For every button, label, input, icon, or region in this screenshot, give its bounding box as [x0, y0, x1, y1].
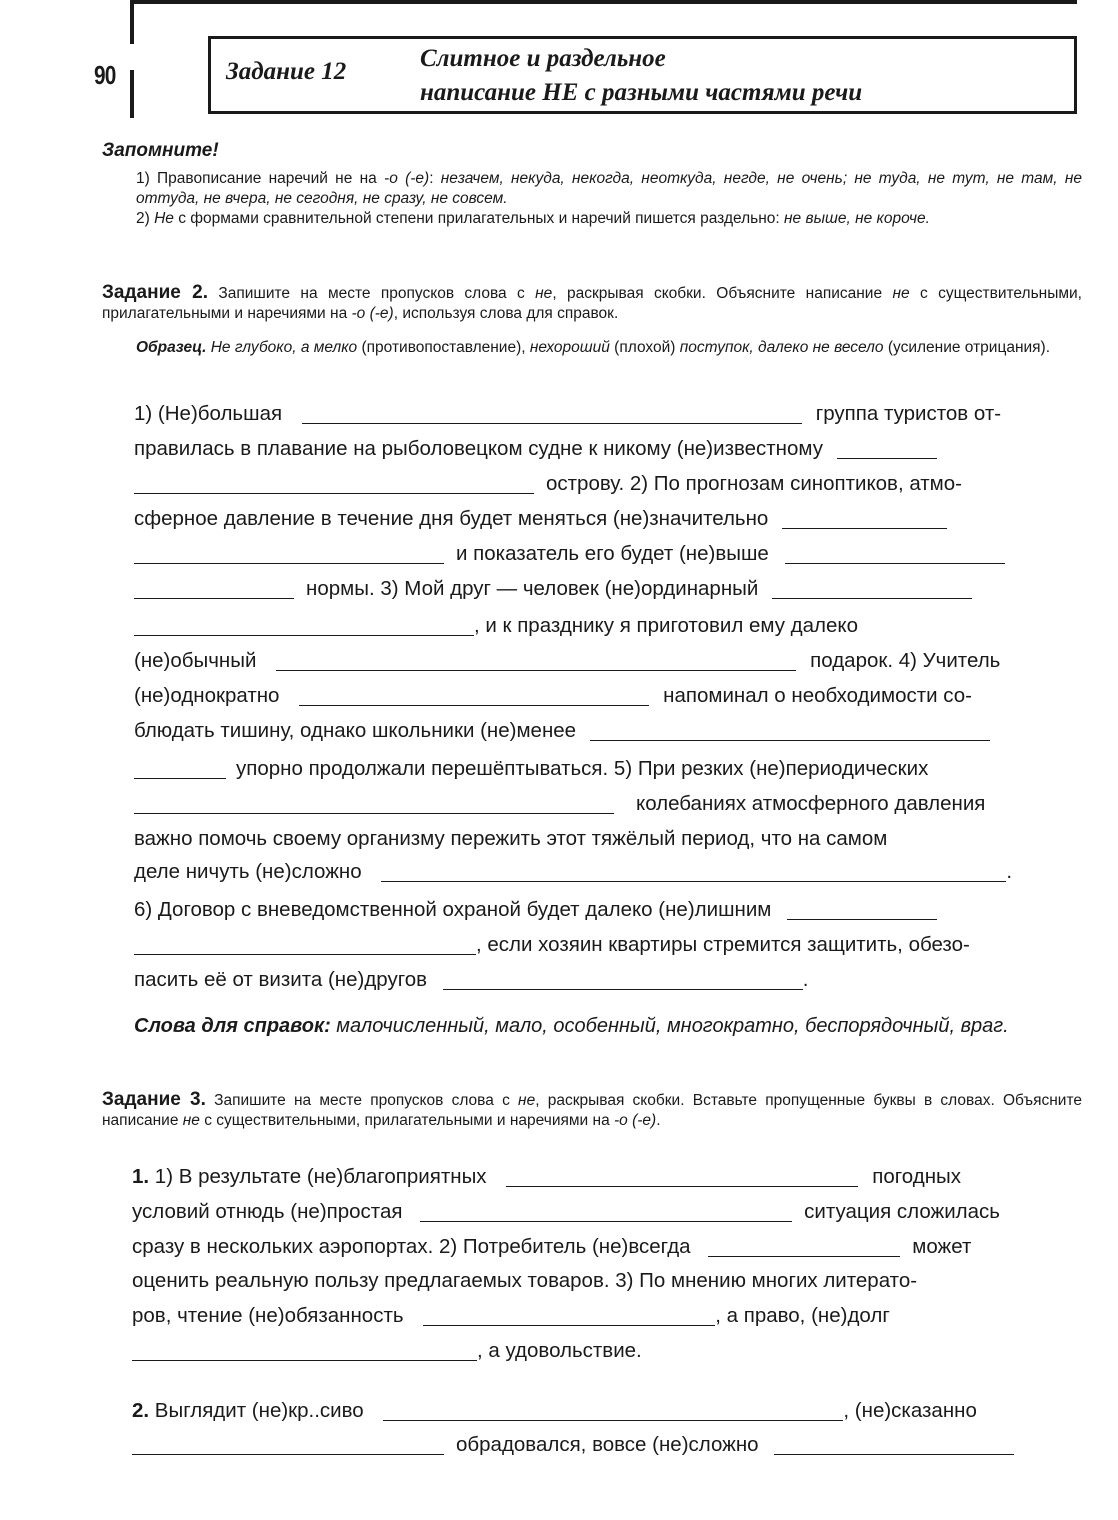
sample-part-1: Не глубоко, а мелко: [206, 339, 358, 356]
task3-text-b: , раскрывая скобки. Вставьте пропущенные буквы в словах. Объясните написание: [102, 1092, 1082, 1129]
rule-2-ne: Не: [154, 210, 174, 227]
task2-line-10: [134, 713, 1084, 749]
answer-blank[interactable]: [134, 755, 226, 779]
task3-ne-1: не: [518, 1092, 536, 1109]
rule-1-colon: :: [429, 170, 441, 187]
line-text: сферное давление в течение дня будет меняться (не)значительно: [134, 507, 769, 530]
exercise-number: 1.: [132, 1165, 150, 1188]
line-text: 1) (Не)большая: [134, 402, 283, 425]
task2-line-3: [134, 466, 1084, 502]
task-label: Задание 12: [226, 58, 347, 85]
task2-line-9: [134, 678, 1084, 714]
line-text: .: [802, 968, 809, 991]
rule-1-examples: незачем, некуда, некогда, неоткуда, негде, не очень; не туда, не тут, не там, не оттуда, не вчера, не сегодня, не сразу, не совсем.: [136, 170, 1083, 207]
rule-1: [136, 169, 1082, 209]
line-text: деле ничуть (не)сложно: [134, 860, 362, 883]
answer-blank[interactable]: [381, 858, 1006, 882]
line-text: правилась в плавание на рыболовецком судне к никому (не)известному: [134, 437, 823, 460]
answer-blank[interactable]: [276, 647, 796, 671]
task2-line-16: [134, 927, 1084, 963]
task2-line-17: [134, 962, 1084, 998]
answer-blank[interactable]: [423, 1302, 715, 1326]
line-text: ров, чтение (не)обязанность: [132, 1304, 404, 1327]
line-text: погодных: [872, 1165, 962, 1188]
answer-blank[interactable]: [132, 1337, 477, 1361]
line-text: пасить её от визита (не)другов: [134, 968, 428, 991]
sample-part-5: поступок, далеко не весело: [679, 339, 884, 356]
task3-line-3: [132, 1230, 1082, 1264]
line-text: острову. 2) По прогнозам синоптиков, атмо-: [546, 472, 962, 495]
task3-line-8: [132, 1428, 1082, 1462]
answer-blank[interactable]: [708, 1233, 900, 1257]
task3-line-6: [132, 1334, 1082, 1368]
task2-label: Задание 2.: [102, 282, 209, 303]
line-text: .: [1006, 860, 1013, 883]
remember-rules: [136, 169, 1082, 229]
answer-blank[interactable]: [134, 790, 614, 814]
answer-blank[interactable]: [782, 505, 947, 529]
rule-2-prefix: 2): [136, 210, 155, 227]
line-text: оценить реальную пользу предлагаемых товаров. 3) По мнению многих литерато-: [132, 1269, 918, 1292]
answer-blank[interactable]: [420, 1198, 792, 1222]
task3-line-5: [132, 1299, 1082, 1333]
answer-blank[interactable]: [772, 575, 972, 599]
task2-line-14: [134, 854, 1084, 890]
answer-blank[interactable]: [132, 1431, 444, 1455]
task3-label: Задание 3.: [102, 1089, 206, 1110]
reference-words: [134, 1013, 1082, 1039]
sample-part-4: (плохой): [609, 339, 680, 356]
task2-ne-2: не: [892, 285, 910, 302]
task3-instruction: [102, 1090, 1082, 1131]
line-text: подарок. 4) Учитель: [810, 649, 1001, 672]
task3-line-2: [132, 1195, 1082, 1229]
answer-blank[interactable]: [134, 612, 474, 636]
rule-1-suffix: -о (-е): [384, 170, 430, 187]
line-text: , если хозяин квартиры стремится защитить, обезо-: [476, 933, 970, 956]
task2-line-13: [134, 821, 1084, 857]
task2-suffix: -о (-е): [351, 305, 394, 322]
task2-text-a: Запишите на месте пропусков слова с: [208, 285, 536, 302]
line-text: и показатель его будет (не)выше: [456, 542, 769, 565]
line-text: важно помочь своему организму пережить этот тяжёлый период, что на самом: [134, 827, 888, 850]
remember-heading: Запомните!: [102, 140, 219, 161]
line-text: 1) В результате (не)благоприятных: [149, 1165, 487, 1188]
line-text: может: [912, 1235, 972, 1258]
answer-blank[interactable]: [134, 470, 534, 494]
task2-text-d: , используя слова для справок.: [393, 305, 619, 322]
task2-line-2: [134, 431, 1084, 467]
title-line-1: Слитное и раздельное: [420, 45, 666, 72]
task3-line-7: [132, 1394, 1082, 1428]
line-text: группа туристов от-: [815, 402, 1002, 425]
line-text: блюдать тишину, однако школьники (не)менее: [134, 719, 577, 742]
page-number: 90: [94, 60, 116, 90]
task3-line-1: [132, 1160, 1082, 1194]
reference-words-list: малочисленный, мало, особенный, многократно, беспорядочный, враг.: [330, 1015, 1009, 1037]
sample-part-3: нехороший: [529, 339, 610, 356]
line-text: обрадовался, вовсе (не)сложно: [456, 1433, 759, 1456]
answer-blank[interactable]: [134, 931, 476, 955]
line-text: нормы. 3) Мой друг — человек (не)ординарный: [306, 577, 759, 600]
task2-line-7: [134, 608, 1084, 644]
task3-line-4: [132, 1264, 1082, 1298]
line-text: (не)однократно: [134, 684, 280, 707]
line-text: , (не)сказанно: [843, 1399, 977, 1422]
task2-line-1: [134, 396, 1084, 432]
answer-blank[interactable]: [785, 540, 1005, 564]
line-text: колебаниях атмосферного давления: [636, 792, 986, 815]
task2-line-4: [134, 501, 1084, 537]
task2-ne-1: не: [535, 285, 553, 302]
answer-blank[interactable]: [299, 682, 649, 706]
answer-blank[interactable]: [383, 1397, 843, 1421]
line-text: сразу в нескольких аэропортах. 2) Потребитель (не)всегда: [132, 1235, 691, 1258]
line-text: , и к празднику я приготовил ему далеко: [474, 614, 858, 637]
rule-1-text: 1) Правописание наречий не на: [136, 170, 385, 187]
task3-text-a: Запишите на месте пропусков слова с: [205, 1092, 519, 1109]
vertical-rule-mid: [130, 70, 134, 118]
task2-line-11: [134, 751, 1084, 787]
task3-suffix: -о (-е): [614, 1112, 657, 1129]
task2-line-5: [134, 536, 1084, 572]
task2-text-c: с существительными, прилагательными и наречиями на: [102, 285, 1082, 322]
line-text: условий отнюдь (не)простая: [132, 1200, 403, 1223]
line-text: упорно продолжали перешёптываться. 5) При резких (не)периодических: [236, 757, 929, 780]
rule-2: [136, 209, 1082, 229]
sample-part-6: (усиление отрицания).: [883, 339, 1051, 356]
task3-text-c: с существительными, прилагательными и наречиями на: [199, 1112, 614, 1129]
task2-sample: [136, 337, 1082, 358]
task2-line-12: [134, 786, 1084, 822]
answer-blank[interactable]: [590, 717, 990, 741]
top-rule: [130, 0, 1077, 4]
line-text: 6) Договор с вневедомственной охраной будет далеко (не)лишним: [134, 898, 772, 921]
line-text: напоминал о необходимости со-: [663, 684, 972, 707]
line-text: (не)обычный: [134, 649, 257, 672]
answer-blank[interactable]: [134, 575, 294, 599]
line-text: ситуация сложилась: [804, 1200, 1000, 1223]
answer-blank[interactable]: [302, 400, 802, 424]
sample-part-2: (противопоставление),: [357, 339, 530, 356]
answer-blank[interactable]: [837, 435, 937, 459]
reference-words-label: Слова для справок:: [134, 1015, 331, 1037]
answer-blank[interactable]: [506, 1163, 858, 1187]
line-text: Выглядит (не)кр..сиво: [149, 1399, 364, 1422]
task2-line-15: [134, 892, 1084, 928]
task3-text-d: .: [656, 1112, 661, 1129]
answer-blank[interactable]: [443, 966, 803, 990]
task2-line-6: [134, 571, 1084, 607]
answer-blank[interactable]: [774, 1431, 1014, 1455]
task2-line-8: [134, 643, 1084, 679]
task3-ne-2: не: [182, 1112, 200, 1129]
exercise-number: 2.: [132, 1399, 150, 1422]
rule-2-examples: не выше, не короче.: [784, 210, 930, 227]
line-text: , а удовольствие.: [477, 1339, 642, 1362]
task2-text-b: , раскрывая скобки. Объясните написание: [552, 285, 893, 302]
answer-blank[interactable]: [134, 540, 444, 564]
page-title: [420, 42, 862, 110]
sample-label: Образец.: [136, 339, 207, 356]
task2-instruction: [102, 283, 1082, 324]
line-text: , а право, (не)долг: [715, 1304, 890, 1327]
rule-2-text: с формами сравнительной степени прилагательных и наречий пишется раздельно:: [173, 210, 785, 227]
answer-blank[interactable]: [787, 896, 937, 920]
vertical-rule: [130, 0, 134, 44]
title-line-2: написание НЕ с разными частями речи: [420, 79, 863, 106]
